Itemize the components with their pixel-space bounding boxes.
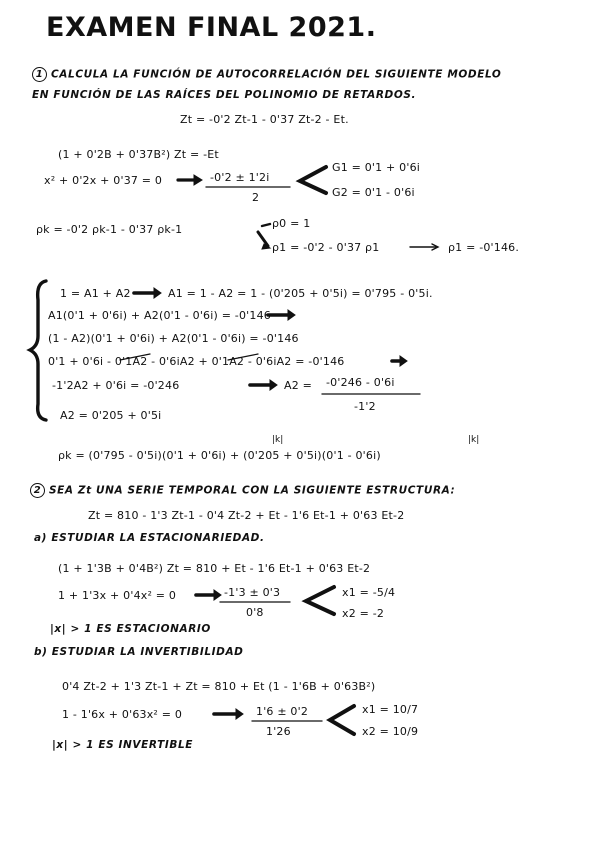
q1-statement-line2: EN FUNCIÓN DE LAS RAÍCES DEL POLINOMIO DE RETARDOS. bbox=[32, 89, 417, 101]
rho0-arrow-icon bbox=[262, 224, 270, 226]
q1-roots-bracket-icon bbox=[300, 167, 326, 193]
q1-exponent-2: |k| bbox=[468, 435, 480, 445]
q2-a-roots-bracket-icon bbox=[306, 587, 334, 614]
q2-b-roots-bracket-icon bbox=[330, 706, 354, 734]
q2-a-conclusion: |x| > 1 ES ESTACIONARIO bbox=[50, 623, 211, 635]
q1-a2-numerator: -0'246 - 0'6i bbox=[326, 376, 395, 389]
q1-system-line6: A2 = 0'205 + 0'5i bbox=[60, 409, 162, 422]
q1-exponent-1: |k| bbox=[272, 435, 284, 445]
q2-part-b-title: b) ESTUDIAR LA INVERTIBILIDAD bbox=[34, 646, 244, 658]
q2-b-root-x1: x1 = 10/7 bbox=[362, 703, 419, 716]
q2-a-lag-polynomial: (1 + 1'3B + 0'4B²) Zt = 810 + Et - 1'6 Et-1 + 0'63 Et-2 bbox=[58, 562, 371, 575]
q1-acf-recursion: ρk = -0'2 ρk-1 - 0'37 ρk-1 bbox=[36, 223, 183, 236]
q1-rho1-result: ρ1 = -0'146. bbox=[448, 241, 520, 254]
q2-a-characteristic: 1 + 1'3x + 0'4x² = 0 bbox=[58, 589, 177, 602]
q1-rho1-equation: ρ1 = -0'2 - 0'37 ρ1 bbox=[272, 241, 380, 254]
q1-system-line5b: A2 = bbox=[284, 379, 313, 392]
q1-system-line1b: A1 = 1 - A2 = 1 - (0'205 + 0'5i) = 0'795 - 0'5i. bbox=[168, 287, 433, 300]
q2-b-characteristic: 1 - 1'6x + 0'63x² = 0 bbox=[62, 708, 183, 721]
q1-root-g1: G1 = 0'1 + 0'6i bbox=[332, 161, 421, 174]
q1-arrowhead-icon bbox=[194, 175, 202, 185]
system-brace-icon bbox=[30, 281, 46, 420]
q1-system-line2: A1(0'1 + 0'6i) + A2(0'1 - 0'6i) = -0'146 bbox=[48, 309, 271, 322]
q1-final-acf: ρk = (0'795 - 0'5i)(0'1 + 0'6i) + (0'205 + 0'5i)(0'1 - 0'6i) bbox=[58, 449, 381, 462]
q2-number: 2 bbox=[30, 483, 45, 498]
q2-a-root-x1: x1 = -5/4 bbox=[342, 586, 396, 599]
page-title: EXAMEN FINAL 2021. bbox=[46, 12, 377, 43]
q1-system-line4: 0'1 + 0'6i - 0'1A2 - 0'6iA2 + 0'1A2 - 0'6iA2 = -0'146 bbox=[48, 355, 345, 368]
q2-a-roots-numerator: -1'3 ± 0'3 bbox=[224, 586, 281, 599]
q1-roots-denominator: 2 bbox=[252, 191, 260, 204]
q1-roots-numerator: -0'2 ± 1'2i bbox=[210, 171, 270, 184]
q2-b-roots-numerator: 1'6 ± 0'2 bbox=[256, 705, 309, 718]
q1-rho0: ρ0 = 1 bbox=[272, 217, 311, 230]
q2-part-a-title: a) ESTUDIAR LA ESTACIONARIEDAD. bbox=[34, 532, 265, 544]
q2-a-root-x2: x2 = -2 bbox=[342, 607, 385, 620]
q1-root-g2: G2 = 0'1 - 0'6i bbox=[332, 186, 415, 199]
rho1-arrow-icon bbox=[258, 232, 268, 246]
q2-b-root-x2: x2 = 10/9 bbox=[362, 725, 419, 738]
q1-number: 1 bbox=[32, 67, 47, 82]
q1-characteristic-equation: x² + 0'2x + 0'37 = 0 bbox=[44, 174, 163, 187]
q2-b-roots-denominator: 1'26 bbox=[266, 725, 291, 738]
q1-system-line1a: 1 = A1 + A2 bbox=[60, 287, 131, 300]
q1-lag-polynomial: (1 + 0'2B + 0'37B²) Zt = -Et bbox=[58, 148, 219, 161]
q1-system-line5a: -1'2A2 + 0'6i = -0'246 bbox=[52, 379, 180, 392]
q1-system-line3: (1 - A2)(0'1 + 0'6i) + A2(0'1 - 0'6i) = -0'146 bbox=[48, 332, 299, 345]
q1-model: Zt = -0'2 Zt-1 - 0'37 Zt-2 - Et. bbox=[180, 113, 349, 126]
q2-b-conclusion: |x| > 1 ES INVERTIBLE bbox=[52, 739, 194, 751]
q2-statement-text: SEA Zt UNA SERIE TEMPORAL CON LA SIGUIENTE ESTRUCTURA: bbox=[49, 484, 456, 497]
q2-model: Zt = 810 - 1'3 Zt-1 - 0'4 Zt-2 + Et - 1'6 Et-1 + 0'63 Et-2 bbox=[88, 509, 405, 522]
q2-b-polynomial: 0'4 Zt-2 + 1'3 Zt-1 + Zt = 810 + Et (1 - 1'6B + 0'63B²) bbox=[62, 680, 376, 693]
q1-statement-text: CALCULA LA FUNCIÓN DE AUTOCORRELACIÓN DEL SIGUIENTE MODELO bbox=[51, 68, 502, 81]
q1-a2-denominator: -1'2 bbox=[354, 400, 376, 413]
q2-a-roots-denominator: 0'8 bbox=[246, 606, 264, 619]
